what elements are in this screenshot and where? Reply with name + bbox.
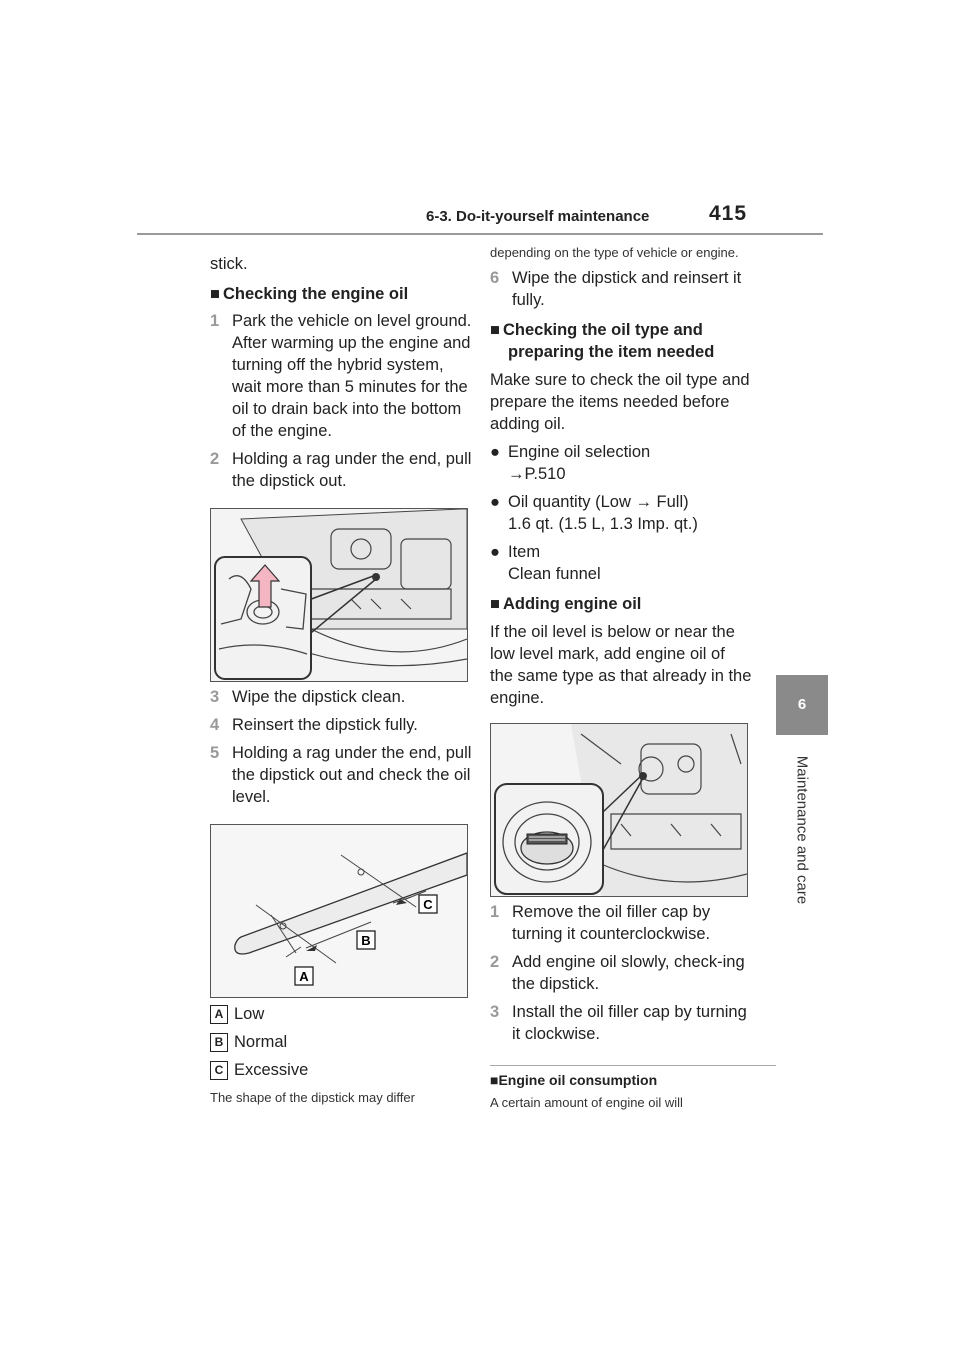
step-item: 4 Reinsert the dipstick fully. (210, 716, 418, 734)
legend-item: C Excessive (210, 1059, 472, 1081)
right-column (490, 240, 752, 1111)
header-rule (137, 233, 823, 235)
chapter-number: 6 (797, 696, 807, 713)
bullet-item: ● Item Clean funnel (490, 543, 601, 583)
legend-item: A Low (210, 1003, 472, 1025)
consumption-heading: ■Engine oil consumption (490, 1072, 658, 1088)
step-item: 3 Install the oil filler cap by turning it clockwise. (490, 1003, 747, 1043)
continued-text: stick. (210, 255, 248, 273)
oil-type-body: Make sure to check the oil type and prepare the items needed before adding oil. (490, 371, 750, 433)
step-item: 1 Remove the oil filler cap by turning it counterclockwise. (490, 903, 711, 943)
square-bullet-icon: ■ (210, 285, 220, 303)
legend-item: B Normal (210, 1031, 472, 1053)
adding-oil-body: If the oil level is below or near the low level mark, add engine oil of the same type as that already in the engine. (490, 623, 752, 707)
step-item: 6 Wipe the dipstick and reinsert it fully. (490, 269, 742, 309)
label-b: B (361, 933, 371, 948)
dipstick-level-figure (210, 824, 468, 998)
bullet-dot-icon: ● (490, 543, 500, 561)
dipstick-note-continued: depending on the type of vehicle or engine. (490, 245, 739, 260)
square-bullet-icon: ■ (490, 1072, 499, 1088)
square-bullet-icon: ■ (490, 595, 500, 613)
section-title: 6-3. Do-it-yourself maintenance (426, 208, 650, 225)
step-item: 2 Add engine oil slowly, check-ing the dipstick. (490, 953, 745, 993)
bullet-dot-icon: ● (490, 443, 500, 461)
adding-oil-heading: ■ Adding engine oil (490, 595, 642, 613)
oil-filler-cap-figure (490, 723, 748, 897)
bullet-item: ● Oil quantity (Low → Full) 1.6 qt. (1.5 L, 1.3 Imp. qt.) (490, 493, 698, 533)
section-divider (490, 1065, 776, 1066)
chapter-tab (776, 675, 828, 735)
oil-type-heading: ■ Checking the oil type and preparing the item needed (490, 321, 715, 361)
dipstick-note: The shape of the dipstick may differ (210, 1090, 415, 1105)
left-column (210, 240, 472, 1106)
consumption-text: A certain amount of engine oil will (490, 1095, 683, 1110)
label-a: A (299, 969, 309, 984)
bullet-dot-icon: ● (490, 493, 500, 511)
bullet-item: ● Engine oil selection →P.510 (490, 443, 651, 483)
step-item: 5 Holding a rag under the end, pull the dipstick out and check the oil level. (210, 744, 472, 806)
page-header (0, 0, 960, 240)
step-item: 3 Wipe the dipstick clean. (210, 688, 406, 706)
chapter-label: Maintenance and care (793, 755, 811, 905)
engine-dipstick-figure (210, 508, 468, 682)
page-number: 415 (709, 202, 748, 225)
label-c: C (423, 897, 433, 912)
check-oil-heading: ■ Checking the engine oil (210, 285, 409, 303)
step-item: 2 Holding a rag under the end, pull the dipstick out. (210, 450, 472, 490)
step-item: 1 Park the vehicle on level ground. After warming up the engine and turning off the hybrid system, wait more than 5 minutes for the oil to drain back into the bottom of the engine. (210, 312, 472, 440)
square-bullet-icon: ■ (490, 321, 500, 339)
